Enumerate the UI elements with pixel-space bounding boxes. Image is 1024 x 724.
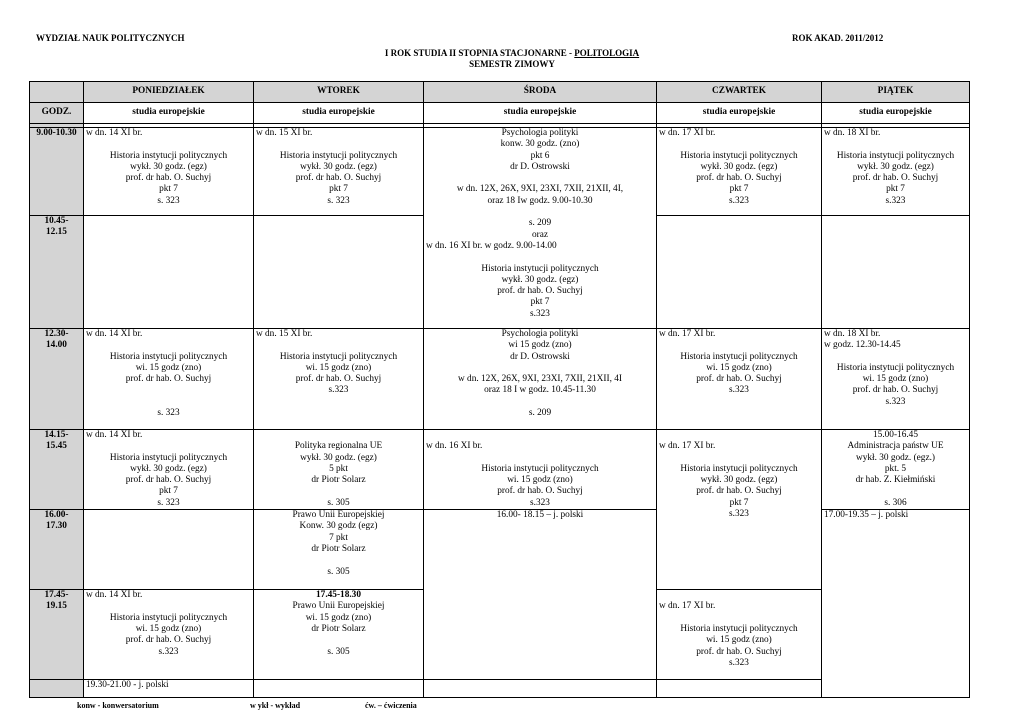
time-slot-3: 12.30- 14.00	[30, 329, 84, 430]
mon-slot-7: 19.30-21.00 - j. polski	[84, 680, 254, 698]
mon-slot-5	[84, 510, 254, 590]
wed-slot-7	[424, 680, 657, 698]
wed-slot-3: Psychologia polityki wi 15 godz (zno) dr D. Ostrowski w dn. 12X, 26X, 9XI, 23XI, 7XII, 21XII, 4I oraz 18 I w godz. 10.45-11.30 s. 209	[424, 329, 657, 430]
hours-header: GODZ.	[30, 103, 84, 124]
day-header-thursday: CZWARTEK	[657, 82, 822, 103]
mon-slot-6: w dn. 14 XI br. Historia instytucji politycznych wi. 15 godz (zno) prof. dr hab. O. Suchyj s.323	[84, 590, 254, 680]
legend-cw: ćw. – ćwiczenia	[365, 701, 417, 710]
fri-slot-1: w dn. 18 XI br. Historia instytucji politycznych wykł. 30 godz. (egz) prof. dr hab. O. Suchyj pkt 7 s.323	[822, 128, 970, 216]
mon-slot-1: w dn. 14 XI br. Historia instytucji politycznych wykł. 30 godz. (egz) prof. dr hab. O. Suchyj pkt 7 s. 323	[84, 128, 254, 216]
day-header-tuesday: WTOREK	[254, 82, 424, 103]
tue-slot-6: 17.45-18.30 Prawo Unii Europejskiej wi. 15 godz (zno) dr Piotr Solarz s. 305	[254, 590, 424, 680]
fri-slot-3: w dn. 18 XI br. w godz. 12.30-14.45 Historia instytucji politycznych wi. 15 godz (zno) prof. dr hab. O. Suchyj s.323	[822, 329, 970, 430]
specialty-friday: studia europejskie	[822, 103, 970, 124]
tue-slot-1: w dn. 15 XI br. Historia instytucji politycznych wykł. 30 godz. (egz) prof. dr hab. O. Suchyj pkt 7 s. 323	[254, 128, 424, 216]
thu-slot-7	[657, 680, 822, 698]
wed-slot-1-2: Psychologia polityki konw. 30 godz. (zno) pkt 6 dr D. Ostrowski w dn. 12X, 26X, 9XI, 23XI, 7XII, 21XII, 4I, oraz 18 Iw godz. 9.00-10.30 s. 209 oraz w dn. 16 XI br. w godz. 9.00-14.00 Historia instytucji politycznych wykł. 30 godz. (egz) prof. dr hab. O. Suchyj pkt 7 s.323	[424, 128, 657, 329]
specialty-thursday: studia europejskie	[657, 103, 822, 124]
time-slot-4: 14.15- 15.45	[30, 430, 84, 510]
thu-slot-2	[657, 216, 822, 329]
wed-slot-4: w dn. 16 XI br. Historia instytucji politycznych wi. 15 godz (zno) prof. dr hab. O. Suchyj s.323	[424, 430, 657, 510]
fri-slot-5-7: 17.00-19.35 – j. polski	[822, 510, 970, 698]
corner-cell	[30, 82, 84, 103]
day-header-monday: PONIEDZIAŁEK	[84, 82, 254, 103]
specialty-wednesday: studia europejskie	[424, 103, 657, 124]
mon-slot-4: w dn. 14 XI br. Historia instytucji politycznych wykł. 30 godz. (egz) prof. dr hab. O. Suchyj pkt 7 s. 323	[84, 430, 254, 510]
semester-title: SEMESTR ZIMOWY	[469, 59, 555, 69]
program-title	[0, 48, 1024, 58]
tue-slot-3: w dn. 15 XI br. Historia instytucji politycznych wi. 15 godz (zno) prof. dr hab. O. Suchyj s.323	[254, 329, 424, 430]
thu-slot-4-5: w dn. 17 XI br. Historia instytucji politycznych wykł. 30 godz. (egz) prof. dr hab. O. Suchyj pkt 7 s.323	[657, 430, 822, 590]
thu-slot-1: w dn. 17 XI br. Historia instytucji politycznych wykł. 30 godz. (egz) prof. dr hab. O. Suchyj pkt 7 s.323	[657, 128, 822, 216]
timetable	[29, 81, 970, 698]
program-major: POLITOLOGIA	[574, 48, 640, 58]
specialty-tuesday: studia europejskie	[254, 103, 424, 124]
thu-slot-3: w dn. 17 XI br. Historia instytucji politycznych wi. 15 godz (zno) prof. dr hab. O. Suchyj s.323	[657, 329, 822, 430]
fri-slot-4: 15.00-16.45 Administracja państw UE wykł. 30 godz. (egz.) pkt. 5 dr hab. Z. Kiełmiński s. 306	[822, 430, 970, 510]
time-slot-5: 16.00- 17.30	[30, 510, 84, 590]
faculty-name: WYDZIAŁ NAUK POLITYCZNYCH	[36, 33, 185, 43]
time-slot-6: 17.45- 19.15	[30, 590, 84, 680]
time-slot-1: 9.00-10.30	[30, 128, 84, 216]
mon-slot-2	[84, 216, 254, 329]
wed-slot-5-6: 16.00- 18.15 – j. polski	[424, 510, 657, 680]
day-header-friday: PIĄTEK	[822, 82, 970, 103]
thu-slot-6: w dn. 17 XI br. Historia instytucji politycznych wi. 15 godz (zno) prof. dr hab. O. Suchyj s.323	[657, 590, 822, 680]
legend-konw: konw - konwersatorium	[77, 701, 159, 710]
tue-slot-5: Prawo Unii Europejskiej Konw. 30 godz (egz) 7 pkt dr Piotr Solarz s. 305	[254, 510, 424, 590]
day-header-wednesday: ŚRODA	[424, 82, 657, 103]
fri-slot-2	[822, 216, 970, 329]
tue-slot-7	[254, 680, 424, 698]
legend-wykl: w ykł - wykład	[250, 701, 301, 710]
time-slot-2: 10.45- 12.15	[30, 216, 84, 329]
academic-year: ROK AKAD. 2011/2012	[792, 33, 884, 43]
tue-slot-2	[254, 216, 424, 329]
program-prefix: I ROK STUDIA II STOPNIA STACJONARNE -	[384, 48, 575, 58]
specialty-monday: studia europejskie	[84, 103, 254, 124]
tue-slot-4: Polityka regionalna UE wykł. 30 godz. (egz) 5 pkt dr Piotr Solarz s. 305	[254, 430, 424, 510]
mon-slot-3: w dn. 14 XI br. Historia instytucji politycznych wi. 15 godz (zno) prof. dr hab. O. Suchyj s. 323	[84, 329, 254, 430]
time-slot-7	[30, 680, 84, 698]
